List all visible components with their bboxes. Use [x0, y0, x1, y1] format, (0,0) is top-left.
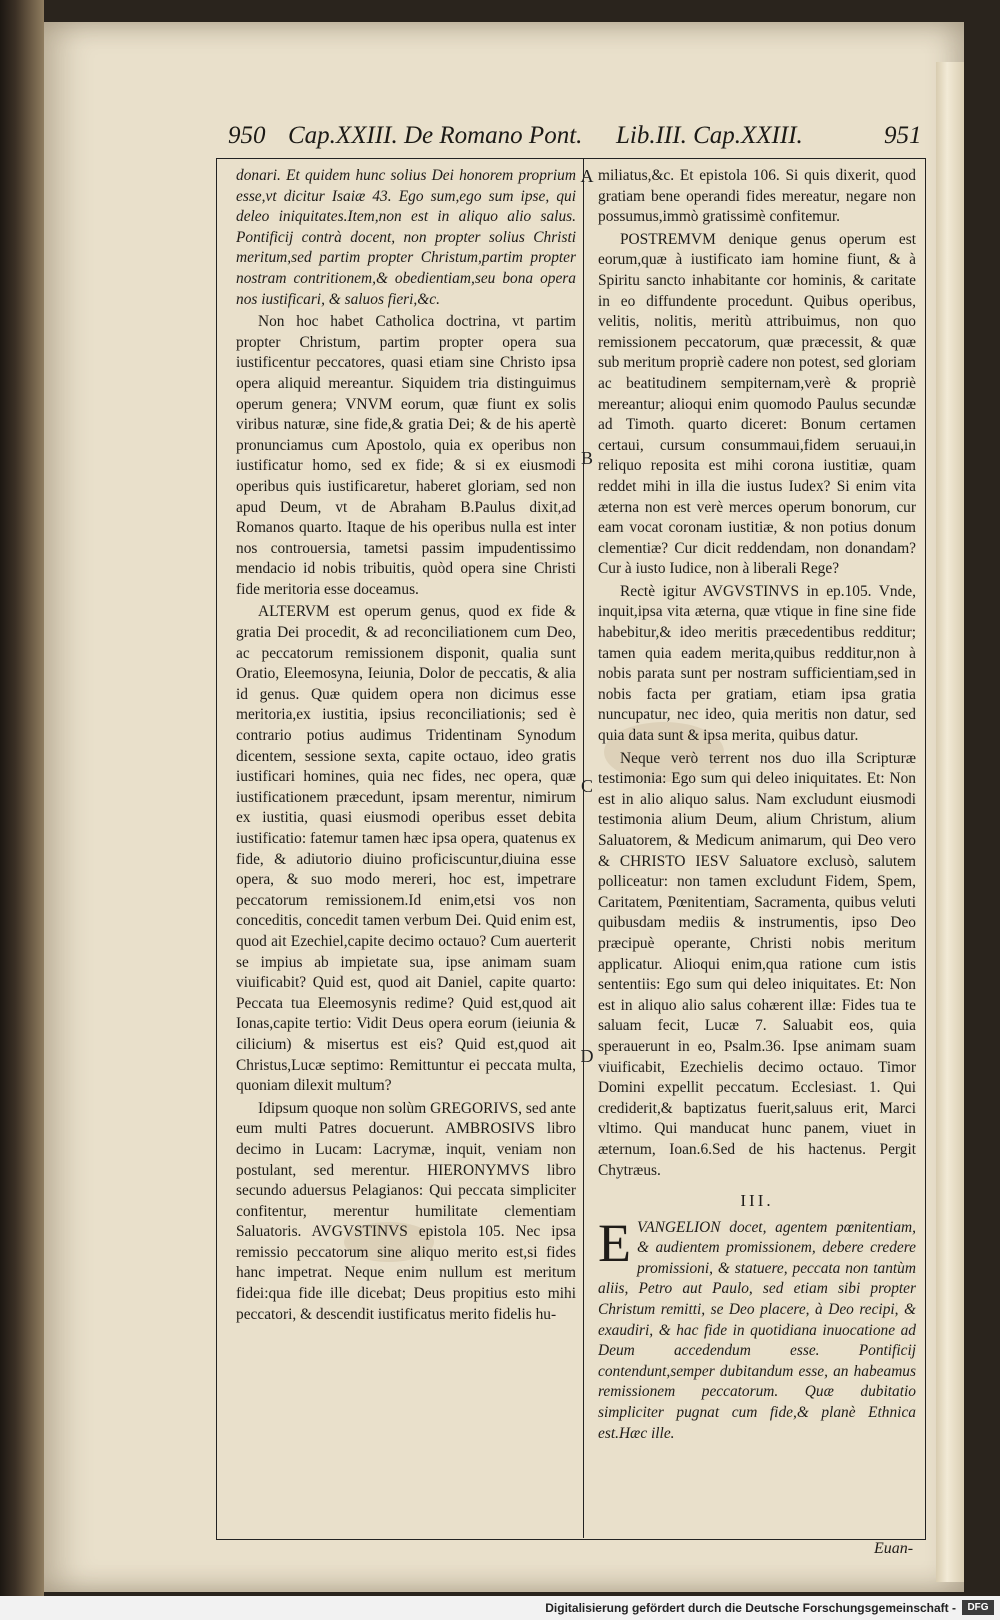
left-paragraph-3: ALTERVM est operum genus, quod ex fide & gratia Dei procedit, & ad reconciliationem cum Deo, ac peccatorum remissionem disponit, qualia sunt Oratio, Eleemosyna, Ieiunia, Dolor de peccatis, & alia id genus. Quæ quidem opera non dicimus esse meritoria,ex iustitia, ipsius reconciliationis; sed è contrario potius audimus Tridentinam Synodum dicentem, sessione sexta, capite octauo, ideo gratis iustificari homines, quia nec fides, nec opera, quæ iustificationem præcedunt, ipsam merentur, nimirum ex iustitia, quasi eiusmodi operibus esset debita iustificatio: fatemur tamen hæc ipsa opera, quatenus ex fide, & adiutorio diuino proficiscuntur,diuina esse opera, & suo modo mereri, hoc est, impetrare peccatorum remissionem.Id enim,etsi vos non conceditis, concedit tamen verbum Dei. Quid enim est, quod ait Ezechiel,capite decimo octauo? Cum auerterit se impius ab impietate sua, ipse animam suam viuificabit? Quid est, quod ait Daniel, capite quarto: Peccata tua Eleemosynis redime? Quid est,quod ait Ionas,capite tertio: Vidit Deus opera eorum (ieiunia & cilicium) & misertus est eis? Quid est,quod ait Christus,Lucæ septimo: Remittuntur ei peccata multa, quoniam dilexit multum?: [236, 603, 576, 1095]
right-paragraph-5: VANGELION docet, agentem pœnitentiam, & audientem promissionem, debere credere promissioni, & statuere, peccata non tantùm aliis, Petro aut Paulo, sed etiam sibi propter Christum remitti, se Deo placere, à Deo recipi, & exaudiri, & hac fide in quotidiana inuocatione ad Deum accedendum esse. Pontificij contendunt,semper dubitandum esse, an habeamus remissionem peccatorum. Quæ dubitatio simpliciter pugnat cum fide,& planè Ethnica est.Hæc ille.: [598, 1218, 916, 1442]
margin-letter-b: B: [580, 448, 593, 468]
book-spine: [0, 0, 44, 1620]
dfg-logo: DFG: [962, 1600, 994, 1615]
section-number: III.: [740, 1191, 774, 1211]
left-paragraph-2: Non hoc habet Catholica doctrina, vt partim propter Christum, partim propter opera sua iustificentur peccatores, quasi etiam sine Christo ipsa opera aliquid mereantur. Siquidem tria distinguimus operum genera; VNVM eorum, quæ fiunt ex solis viribus naturæ, sine fide,& gratia Dei; & de his apertè pronunciamus cum Apostolo, quia ex operibus non iustificatur homo, sed ex fide; & si ex eiusmodi operibus quis iustificaretur, haberet gloriam, sed non apud Deum, vt de Abraham B.Paulus dixit,ad Romanos quarto. Itaque de his operibus nulla est inter nos controuersia, tametsi passim impudentissimo mendacio id nobis tribuitis, quòd opera sine Christi fide meritoria esse doceamus.: [236, 313, 576, 598]
drop-cap: E: [598, 1212, 631, 1273]
margin-letter-a: A: [580, 166, 594, 186]
left-paragraph-1: donari. Et quidem hunc solius Dei honorem proprium esse,vt dicitur Isaiæ 43. Ego sum,ego sum ipse, qui deleo iniquitates.Item,non est in aliquo alio salus. Pontificij contrà docent, non propter solius Christi meritum,sed partim propter Christum,partim propter nostram contritionem,& obedientiam,seu bona opera nos iustificari, & saluos fieri,&c.: [236, 167, 576, 308]
right-paragraph-3: Rectè igitur AVGVSTINVS in ep.105. Vnde, inquit,ipsa vita æterna, quæ vtique in fine sine fide habebitur,& ideo meritis præcedentibus redditur; tamen quia eadem merita,quibus redditur,non à nobis parata sunt per nostram sufficientiam,sed in nobis facta per gratiam, etiam ipsa gratia nuncupatur, nec ideo, quia meritis non datur, sed quia data sunt & ipsa merita, quibus datur.: [598, 582, 916, 745]
margin-letter-c: C: [580, 776, 593, 796]
left-running-title: Cap.XXIII. De Romano Pont.: [288, 122, 583, 149]
right-paragraph-4: Neque verò terrent nos duo illa Scripturæ testimonia: Ego sum qui deleo iniquitates. Et: Non est in alio aliquo salus. Nam excludunt eiusmodi testimonia alium Deum, alium Christum, alium Saluatorem, & Medicum animarum, qui Deo vero & CHRISTO IESV Saluatore exclusò, salutem polliceatur: non tamen excludunt Fidem, Spem, Caritatem, Pœnitentiam, Sacramenta, quibus veluti quibusdam mediis & instrumentis, ipso Deo præcipuè operante, Christi nobis meritum applicatur. Alioqui enim,qua ratione cum istis sententiis: Ego sum qui deleo iniquitates. Et: Non est in aliquo alio salus cohærent illæ: Fides tua te saluam fecit, Lucæ 7. Saluabit eos, quia sperauerunt in eo, Psalm.36. Ipse animam suam viuificabit, Ezechielis decimo octauo. Timor Domini expellit peccatum. Ecclesiast. 1. Qui crediderit,& baptizatus fuerit,saluus erit, Marci vltimo. Qui manducat hunc panem, viuet in æternum, Ioan.6.Sed de his hactenus. Pergit Chytræus.: [598, 749, 916, 1179]
right-paragraph-2: POSTREMVM denique genus operum est eorum,quæ à iustificato iam homine fiunt, & à Spiritu sancto inhabitante cor hominis, & caritate in eo diffundente procedunt. Quibus operibus, velitis, nolitis, meritù attribuimus, non quo remissionem peccatorum, quæ præcessit, & quæ sub meritum propriè cadere non potest, sed gloriam ac beatitudinem sempiternam,verè & propriè mereantur; alioqui enim quomodo Paulus secundæ ad Timoth. quarto diceret: Bonum certamen certaui, cursum consummaui,fidem seruaui,in reliquo reposita est mihi corona iustitiæ, quam reddet mihi in illa die iustus Iudex? Si enim vita æterna non est verè merces operum bonorum, cur eam vocat coronam iustitiæ, & non potius donum clementiæ? Cur dicit reddendam, non donandam? Cur à iusto Iudice, non à liberali Rege?: [598, 230, 916, 578]
margin-letter-d: D: [580, 1046, 594, 1066]
left-column: [236, 166, 576, 1516]
left-paragraph-4: Idipsum quoque non solùm GREGORIVS, sed ante eum multi Patres docuerunt. AMBROSIVS libro decimo in Lucam: Lacrymæ, inquit, veniam non postulant, sed merentur. HIERONYMVS libro secundo aduersus Pelagianos: Qui peccata simpliciter confitentur, merentur humilitate clementiam Saluatoris. AVGVSTINVS epistola 105. Nec ipsa remissio peccatorum sine aliquo merito est,si fides hanc impetrat. Neque enim nullum est meritum fidei:qua fide ille dicebat; Deus propitius esto mihi peccatori, & descendit iustificatus merito fidelis hu-: [236, 1099, 576, 1323]
right-page-number: 951: [884, 122, 922, 149]
left-page-number: 950: [228, 122, 266, 149]
funding-text: Digitalisierung gefördert durch die Deutsche Forschungsgemeinschaft -: [545, 1601, 956, 1615]
right-running-title: Lib.III. Cap.XXIII.: [616, 122, 803, 149]
page-edge: [936, 62, 964, 1582]
right-column: [598, 166, 916, 1516]
digitization-footer: [0, 1596, 1000, 1620]
column-divider: [583, 158, 584, 1538]
right-paragraph-1: miliatus,&c. Et epistola 106. Si quis dixerit, quod gratiam bene operandi fides mereatur, negare non possumus,immò gratissimè confitemur.: [598, 167, 916, 226]
running-header: [216, 118, 976, 154]
catchword: Euan-: [874, 1540, 914, 1557]
